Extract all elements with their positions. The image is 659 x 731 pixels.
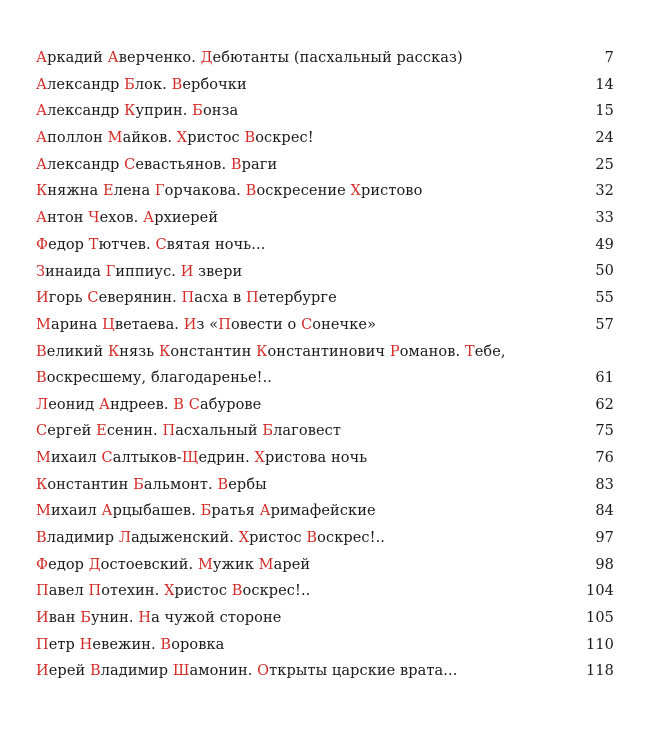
toc-entry-title: Александр Куприн. Бонза — [36, 103, 239, 120]
toc-entry-title: Михаил Салтыков-Щедрин. Христова ночь — [36, 449, 368, 466]
toc-page-number: 25 — [595, 156, 614, 173]
toc-entry-title: Княжна Елена Горчакова. Воскресение Христово — [36, 183, 423, 200]
toc-page-number: 76 — [595, 449, 614, 466]
toc-entry — [36, 658, 614, 685]
toc-entry-title: Иван Бунин. На чужой стороне — [36, 610, 282, 627]
toc-page-number: 83 — [595, 476, 614, 493]
toc-page-number: 104 — [586, 583, 614, 600]
toc-entry-title: Сергей Есенин. Пасхальный Благовест — [36, 423, 341, 440]
toc-entry-title: Иерей Владимир Шамонин. Открыты царские врата... — [36, 663, 458, 680]
toc-page-number: 57 — [595, 316, 614, 333]
toc-entry-title: Петр Невежин. Воровка — [36, 636, 225, 653]
toc-entry-title: Марина Цветаева. Из «Повести о Сонечке» — [36, 316, 377, 333]
toc-entry — [36, 578, 614, 605]
toc-page-number: 14 — [595, 76, 614, 93]
toc-entry — [36, 125, 614, 152]
toc-entry — [36, 552, 614, 579]
toc-entry — [36, 632, 614, 659]
toc-entry-title: Федор Тютчев. Святая ночь... — [36, 236, 266, 253]
toc-entry — [36, 98, 614, 125]
toc-page-number: 15 — [595, 103, 614, 120]
toc-page-number: 32 — [595, 183, 614, 200]
toc-entry — [36, 339, 614, 392]
toc-entry-title: Константин Бальмонт. Вербы — [36, 476, 267, 493]
toc-entry — [36, 392, 614, 419]
toc-entry-title: Аполлон Майков. Христос Воскрес! — [36, 130, 314, 147]
toc-entry — [36, 259, 614, 286]
toc-entry-title: Великий Князь Константин Константинович Романов. Тебе, — [36, 343, 506, 360]
toc-entry — [36, 312, 614, 339]
toc-entry — [36, 285, 614, 312]
toc-page-number: 33 — [595, 210, 614, 227]
toc-entry — [36, 525, 614, 552]
toc-entry-title: Владимир Ладыженский. Христос Воскрес!.. — [36, 530, 385, 546]
toc-entry — [36, 418, 614, 445]
toc-entry-title: Александр Блок. Вербочки — [36, 76, 247, 93]
toc-entry-title: Федор Достоевский. Мужик Марей — [36, 556, 311, 573]
toc-entry — [36, 205, 614, 232]
toc-entry-title: Зинаида Гиппиус. И звери — [36, 263, 243, 280]
toc-entry-title: Михаил Арцыбашев. Братья Аримафейские — [36, 503, 376, 520]
toc-entry — [36, 472, 614, 499]
toc-page-number: 62 — [595, 396, 614, 413]
toc-entry-title: Павел Потехин. Христос Воскрес!.. — [36, 583, 311, 600]
toc-entry — [36, 45, 614, 72]
toc-entry-title-continued: Воскресшему, благодаренье!.. — [36, 370, 272, 387]
table-of-contents — [36, 45, 614, 685]
toc-entry — [36, 72, 614, 99]
toc-entry — [36, 232, 614, 259]
toc-page-number: 61 — [595, 369, 614, 386]
toc-page-number: 49 — [595, 236, 614, 253]
toc-page-number: 105 — [586, 610, 614, 627]
toc-entry-title: Леонид Андреев. В Сабурове — [36, 396, 262, 413]
toc-entry-title: Аркадий Аверченко. Дебютанты (пасхальный рассказ) — [36, 50, 463, 66]
toc-entry — [36, 445, 614, 472]
toc-page-number: 7 — [604, 49, 614, 66]
toc-entry-title: Александр Севастьянов. Враги — [36, 156, 278, 173]
toc-page-number: 75 — [595, 423, 614, 440]
toc-page-number: 24 — [595, 130, 614, 147]
toc-entry-title: Игорь Северянин. Пасха в Петербурге — [36, 290, 337, 307]
toc-entry — [36, 152, 614, 179]
toc-page-number: 110 — [586, 636, 614, 653]
toc-page-number: 84 — [595, 503, 614, 520]
toc-page-number: 55 — [595, 290, 614, 307]
toc-entry — [36, 605, 614, 632]
toc-page-number: 50 — [595, 263, 614, 280]
toc-entry — [36, 498, 614, 525]
toc-entry-title: Антон Чехов. Архиерей — [36, 210, 219, 227]
toc-page-number: 118 — [586, 663, 614, 680]
toc-page-number: 98 — [595, 556, 614, 573]
toc-page-number: 97 — [595, 529, 614, 546]
toc-entry — [36, 178, 614, 205]
